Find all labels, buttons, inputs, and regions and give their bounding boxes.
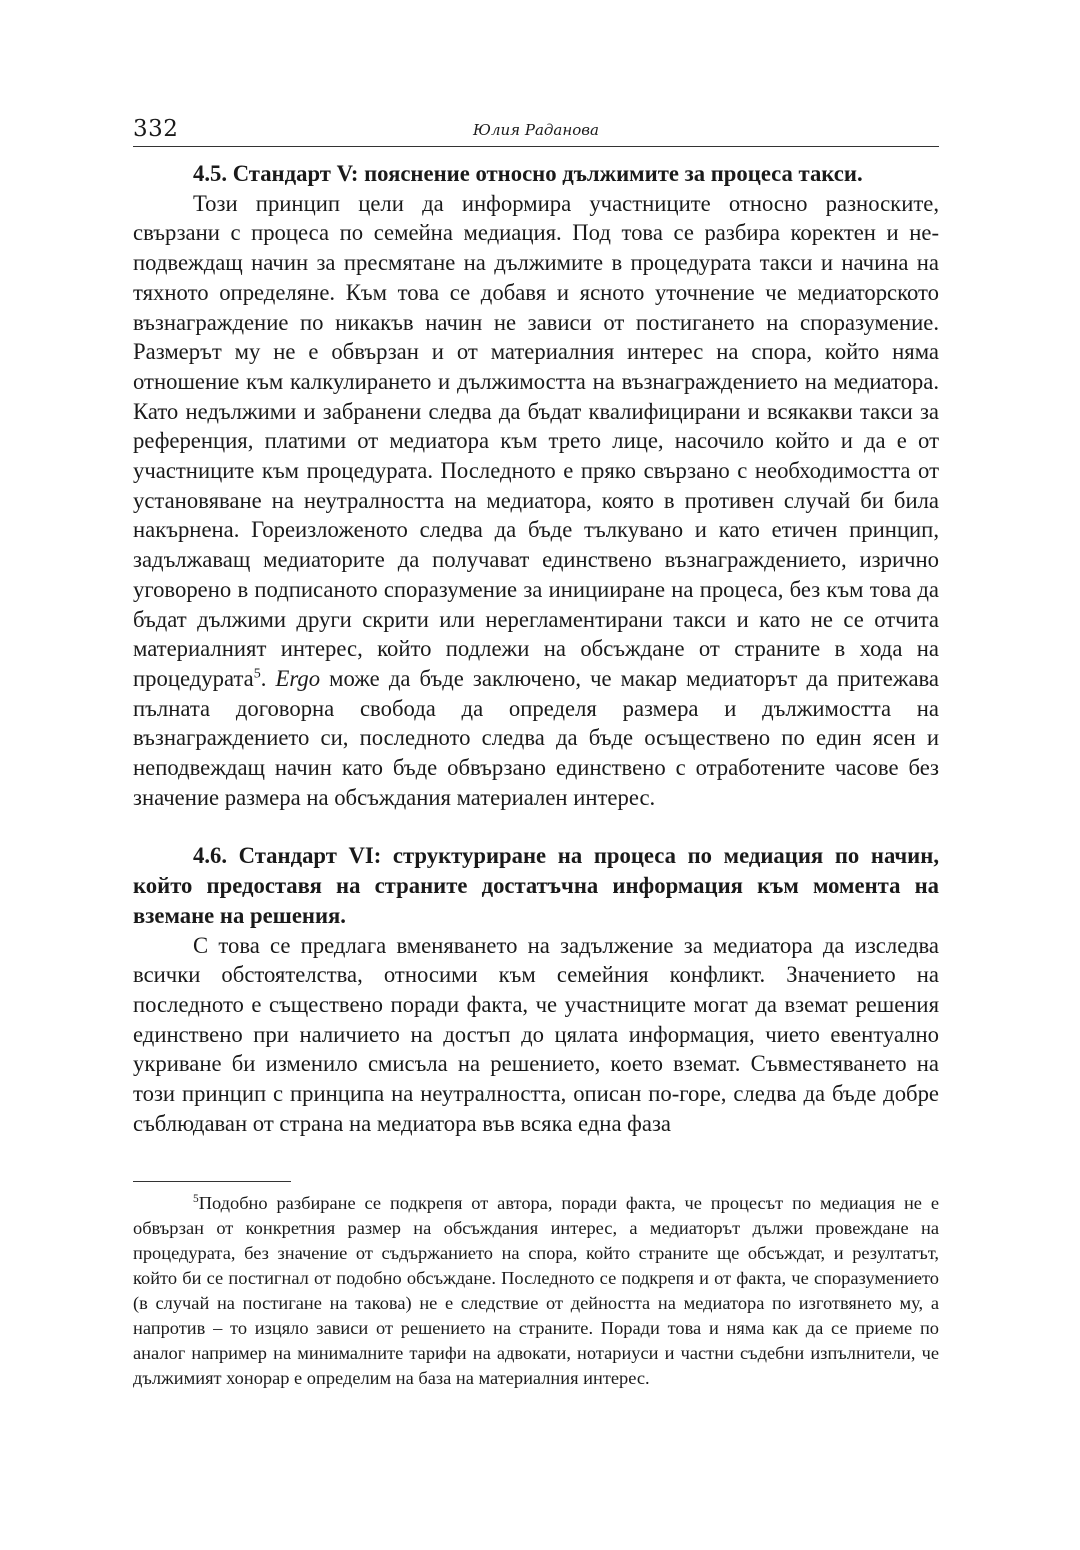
section-spacer xyxy=(133,812,939,841)
footnote-text: Подобно разбиране се подкрепя от автора, поради факта, че процесът по медиация не е обвързан от конкретния размер на обсъждания интерес, а медиаторът дължи провеждане на процедурата, без значение от съдържанието на спора, който страните ще обсъждат, и резултатът, който би се постигнал от подобно обсъждане. Последното се подкрепя и от факта, че споразумението (в случай на постигане на такова) не е следствие от дейността на медиатора по изготвянето му, а напротив – то изцяло зависи от решението на страните. Поради това и няма как да се приеме по аналог например на минималните тарифи на адвокати, нотариуси и частни съдебни изпълнители, че дължимият хонорар е определим на база на материалния интерес. xyxy=(133,1192,939,1388)
paragraph-4-5-end: може да бъде заключено, че макар медиаторът да притежава пълната договорна свобода да определя размера и дължимостта на възнаграждението си, последното следва да бъде осъществено по един ясен и неподвеждащ начин като бъде обвързано единствено с отработените часове без значение размера на обсъждания материален интерес. xyxy=(133,665,940,810)
section-heading-4-6: 4.6. Стандарт VI: структуриране на процеса по медиация по начин, който предоставя на страните достатъчна информация към момента на вземане на решения. xyxy=(133,843,939,928)
section-heading-4-5: 4.5. Стандарт V: пояснение относно дължимите за процеса такси. xyxy=(193,161,863,186)
ergo-term: Ergo xyxy=(275,665,321,691)
paragraph-4-5-main: Този принцип цели да информира участниците относно разноските, свързани с процеса по семейна медиация. Под това се разбира коректен и неподвеждащ начин за пресмятане на дължимите в процедурата такси и начина на тяхното определяне. Към това се добавя и ясното уточнение че медиаторското възнаграждение по никакъв начин не зависи от постигането на споразумение. Размерът му не е обвързан и от материалния интерес на спора, който няма отношение към калкулирането и дължимостта на възнаграждението на медиатора. Като недължими и забранени следва да бъдат квалифицирани и всякакви такси за референция, платими от медиатора към трето лице, насочило който и да е от участниците към процедурата. Последното е пряко свързано с необходимостта от установяване на неутралността на медиатора, която в противен случай би била накърнена. Гореизложеното следва да бъде тълкувано и като етичен принцип, задължаващ медиаторите да получават единствено възнаграждението, изрично уговорено в подписаното споразумение за иницииране на процеса, без към това да бъдат дължими други скрити или нерегламентирани такси и като не се отчита материалният интерес, който подлежи на обсъждане от страните в хода на процедурата xyxy=(133,190,939,691)
footnote-reference[interactable]: 5 xyxy=(253,665,261,682)
footnote-5 xyxy=(133,1191,939,1391)
running-head-author: Юлия Раданова xyxy=(473,121,599,139)
paragraph-4-6: С това се предлага вменяването на задължение за медиатора да изследва всички обстоятелства, относими към семейния конфликт. Значението на последното е съществено поради факта, че участниците могат да вземат решения единствено при наличието на достъп до цялата информация, чието евентуално укриване би изменило смисъла на решението, което вземат. Съвместяването на този принцип с принципа на неутралността, описан по-горе, следва да бъде добре съблюдаван от страна на медиатора във всяка една фаза xyxy=(133,932,939,1136)
book-page xyxy=(133,112,939,1409)
footnote-divider xyxy=(133,1181,291,1182)
main-text xyxy=(133,159,939,1139)
paragraph-4-5 xyxy=(133,189,939,813)
footnote-number: 5 xyxy=(193,1192,199,1205)
page-header xyxy=(133,112,939,147)
page-number: 332 xyxy=(133,116,179,142)
paragraph-4-5-separator: . xyxy=(260,665,276,691)
